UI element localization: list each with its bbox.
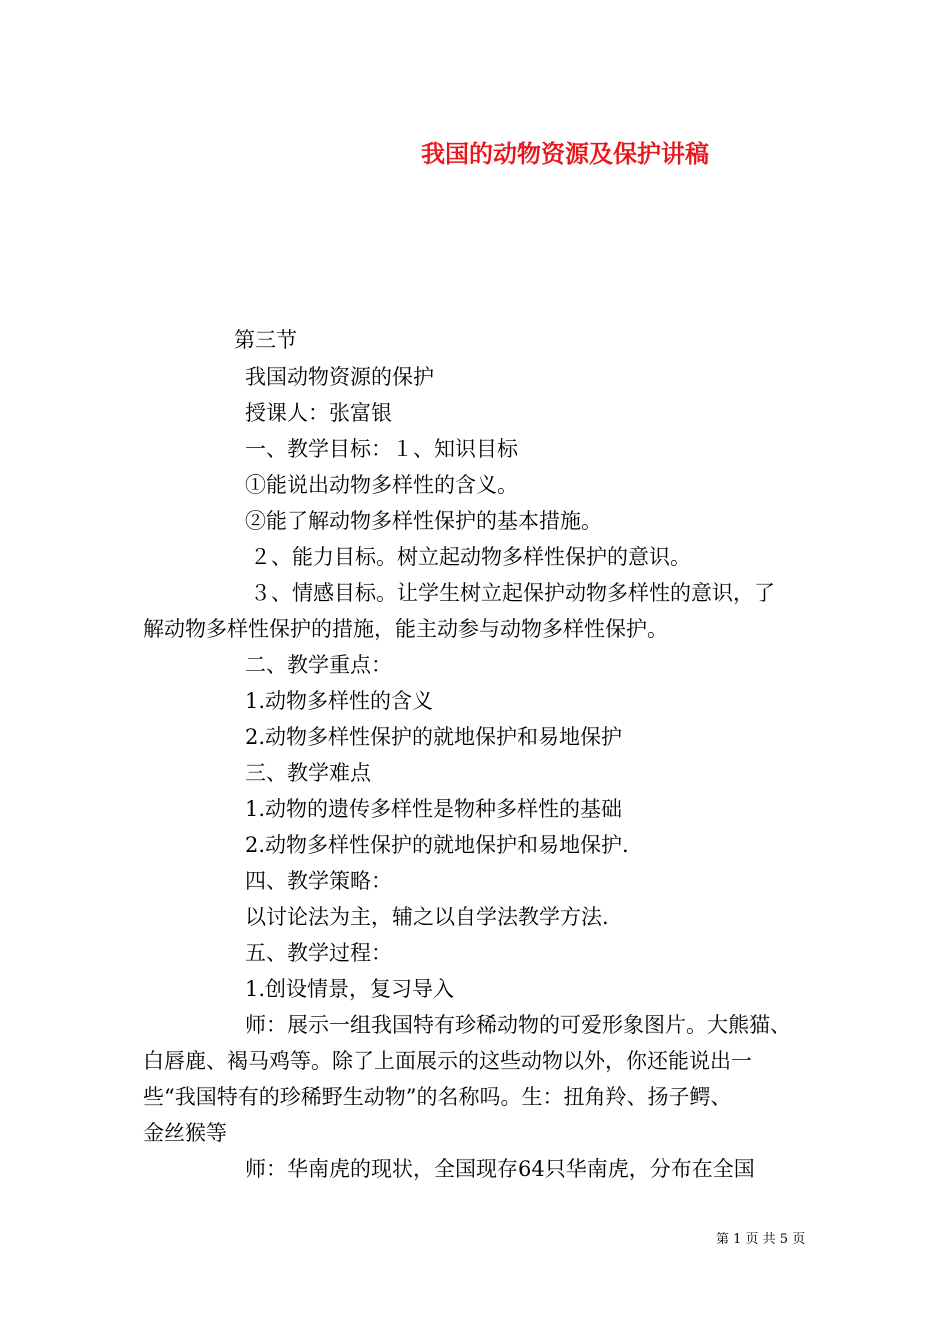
text-line: ②能了解动物多样性保护的基本措施。 — [245, 509, 602, 533]
text-line: 三、教学难点 — [245, 761, 371, 785]
document-title: 我国的动物资源及保护讲稿 — [421, 140, 709, 168]
text-line: 一、教学目标：１、知识目标 — [245, 437, 518, 461]
text-line: ①能说出动物多样性的含义。 — [245, 473, 518, 497]
text-line: 1.创设情景，复习导入 — [245, 977, 455, 1001]
text-line: 五、教学过程： — [245, 941, 392, 965]
text-line: 1.动物的遗传多样性是物种多样性的基础 — [245, 797, 623, 821]
text-line: 2.动物多样性保护的就地保护和易地保护. — [245, 833, 629, 857]
text-line: 师：展示一组我国特有珍稀动物的可爱形象图片。大熊猫、 — [245, 1013, 791, 1037]
page-number: 第 1 页 共 5 页 — [716, 1232, 806, 1247]
text-line: 四、教学策略： — [245, 869, 392, 893]
text-line: ３、情感目标。让学生树立起保护动物多样性的意识，了 — [250, 581, 775, 605]
text-line: 白唇鹿、褐马鸡等。除了上面展示的这些动物以外，你还能说出一 — [143, 1049, 752, 1073]
text-line: 授课人：张富银 — [245, 401, 392, 425]
text-line: 1.动物多样性的含义 — [245, 689, 434, 713]
text-line: 第三节 — [234, 328, 297, 352]
text-line: 金丝猴等 — [143, 1121, 227, 1145]
text-line: 二、教学重点： — [245, 653, 392, 677]
text-line: 解动物多样性保护的措施，能主动参与动物多样性保护。 — [143, 617, 668, 641]
text-line: ２、能力目标。树立起动物多样性保护的意识。 — [250, 545, 691, 569]
text-line: 2.动物多样性保护的就地保护和易地保护 — [245, 725, 623, 749]
text-line: 些“我国特有的珍稀野生动物”的名称吗。生：扭角羚、扬子鳄、 — [143, 1085, 732, 1109]
text-line: 师：华南虎的现状，全国现存64只华南虎，分布在全国 — [245, 1157, 755, 1181]
text-line: 我国动物资源的保护 — [245, 365, 434, 389]
text-line: 以讨论法为主，辅之以自学法教学方法. — [245, 905, 609, 929]
